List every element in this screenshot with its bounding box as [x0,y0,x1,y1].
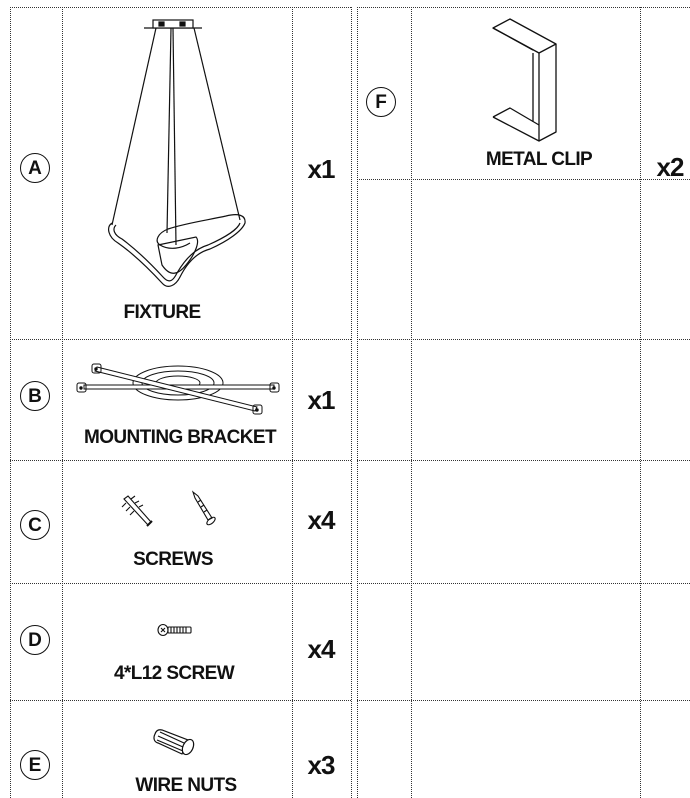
part-quantity: x4 [307,634,335,664]
part-name: METAL CLIP [485,149,593,170]
grid-line [10,7,11,798]
part-name: SCREWS [133,549,213,570]
grid-line [640,7,641,798]
grid-line [62,7,63,798]
part-name: FIXTURE [123,302,201,323]
part-letter-badge: E [20,750,50,780]
part-quantity: x4 [307,505,335,535]
grid-line [292,7,293,798]
grid-line [351,7,352,798]
grid-line [411,7,412,798]
part-name: WIRE NUTS [135,775,237,796]
part-letter-badge: D [20,625,50,655]
part-quantity: x2 [656,152,684,182]
part-letter-badge: F [366,87,396,117]
part-name: 4*L12 SCREW [113,663,235,684]
part-letter-badge: A [20,153,50,183]
pendant-fixture-icon [100,15,260,295]
part-quantity: x1 [307,154,335,184]
part-quantity: x1 [307,385,335,415]
metal-clip-icon [490,15,560,145]
wall-anchor-icon [118,493,158,533]
part-letter-badge: C [20,510,50,540]
grid-line [357,7,358,798]
part-quantity: x3 [307,750,335,780]
wire-nut-icon [152,726,198,760]
part-letter-badge: B [20,381,50,411]
part-name: MOUNTING BRACKET [84,427,276,448]
machine-screw-icon [157,622,193,638]
mounting-bracket-icon [72,355,287,420]
screw-icon [190,490,220,530]
